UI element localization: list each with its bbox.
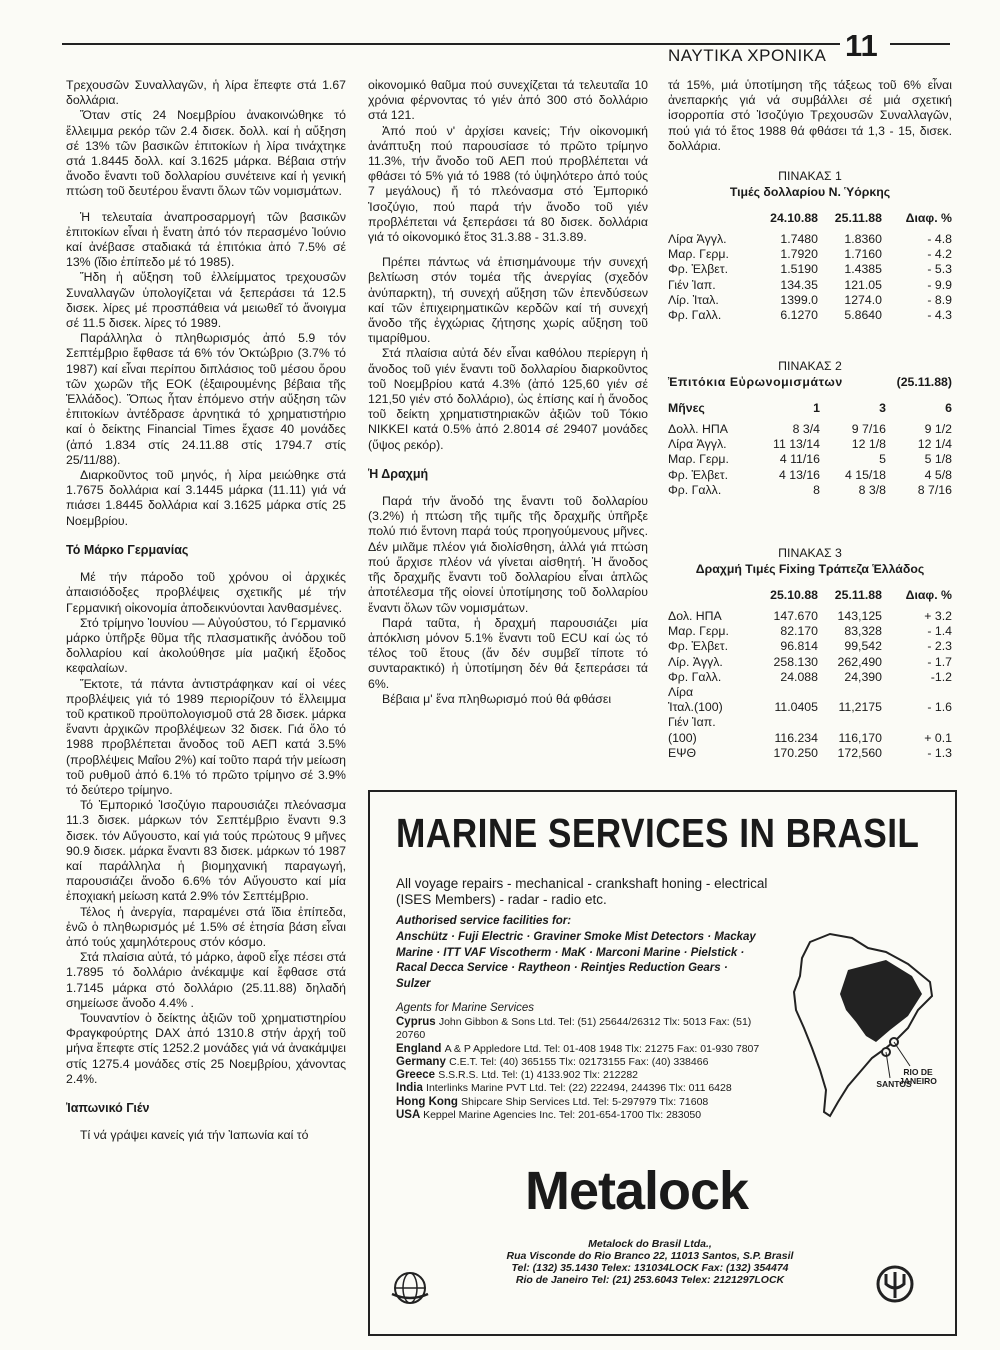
globe-icon bbox=[390, 1268, 430, 1308]
table-body bbox=[668, 210, 952, 323]
table-header-cell: Μῆνες bbox=[668, 401, 705, 415]
table-cell: 9 1/2 bbox=[924, 422, 952, 436]
table-header-cell: 3 bbox=[879, 401, 886, 415]
table-row bbox=[668, 700, 952, 715]
table-header-cell: 1 bbox=[813, 401, 820, 415]
table-cell: 1399.0 bbox=[780, 292, 818, 307]
table-title: Δραχμή Τιμές Fixing Τράπεζα Ἑλλάδος bbox=[695, 562, 925, 576]
table-cell bbox=[754, 685, 818, 700]
paragraph: Ἔκτοτε, τά πάντα ἀντιστράφηκαν καί οἱ νέες προβλέψεις γιά τό 1989 περιορίζουν τό ἔλλειμμα τοῦ κρατικοῦ προϋπολογισμοῦ στά 28 δισεκ. μάρκα ἔναντι ἀρχικῶν προβλέψεων 32 δισεκ. Γιά ὅλο τό 1988 προβλέπεται ἄνοδος τοῦ ΑΕΠ κατά 3.5% (προβλέψεις Μαΐου 2%) καί τοῦτο παρά τήν μείωση τοῦ ρυθμοῦ ἀπό 6.1% τό πρῶτο τρίμηνο σέ 3.9% τό δεύτερο τρίμηνο. bbox=[66, 676, 346, 797]
table-cell: - 1.3 bbox=[927, 745, 952, 760]
agent-details: A & P Appledore Ltd. Tel: 01-408 1948 Tlx: 21275 Fax: 01-930 7807 bbox=[444, 1042, 760, 1055]
table-cell: 1.7480 bbox=[780, 232, 818, 246]
agent-details: John Gibbon & Sons Ltd. Tel: (51) 25644/26312 Tlx: 5013 Fax: (51) 20760 bbox=[396, 1016, 752, 1042]
table-2 bbox=[668, 358, 952, 498]
table-cell: 1274.0 bbox=[844, 292, 882, 307]
table-row bbox=[668, 639, 952, 654]
table-cell: 116.234 bbox=[774, 730, 818, 745]
column-3 bbox=[668, 78, 952, 154]
agent-country: USA bbox=[396, 1109, 424, 1122]
table-cell: - 2.3 bbox=[927, 639, 952, 654]
header-rule-right bbox=[890, 43, 950, 45]
table-cell: Λίρ. Ἰταλ. bbox=[668, 292, 719, 307]
paragraph: Βέβαια μ' ἕνα πληθωρισμό πού θά φθάσει bbox=[382, 691, 612, 706]
paragraph: Παρά τήν ἄνοδό της ἔναντι τοῦ δολλαρίου (3.2%) ἡ πτώση τῆς τιμῆς τῆς δραχμῆς ὑπῆρξε πολύ πιό ἔντονη παρά τούς προηγούμενους μῆνες. Δέν μιλᾶμε πλέον γιά διολίσθηση, ἀλλά γιά πτώση πού ἄρχισε πλέον νά γίνεται αἰσθητή. Ἡ ἄνοδος τῆς δραχμῆς ἔναντι τοῦ δολλαρίου εἶναι ἁπλῶς ἀποτέλεσμα τῆς οἰονεί ὑποτίμησης τοῦ δολλαρίου ἔναντι ὅλων τῶν νομισμάτων. bbox=[368, 494, 648, 615]
paragraph: Παράλληλα ὁ πληθωρισμός ἀπό 5.9 τόν Σεπτέμβριο ἔφθασε τά 6% τόν Ὀκτώβριο (3.7% τό 1987) καί εἶναι περίπου διπλάσιος τοῦ μέσου ὅρου τῶν χωρῶν τῆς ΕΟΚ (ἐξαιρουμένης βέβαια τῆς Ἑλλάδος). Ὅπως ἦταν ἑπόμενο στήν αὔξηση τῶν ἐπιτοκίων ἀντέδρασε ἀρνητικά τό χρηματιστήριο καί ὁ δείκτης Financial Times ἔχασε 40 μονάδες (ἀπό 1.834 στίς 24.11.88 στίς 1794.7 στίς 25/11/88). bbox=[66, 331, 346, 467]
table-header-cell: 25.11.88 bbox=[834, 588, 882, 602]
table-cell bbox=[754, 715, 818, 730]
table-header-row bbox=[668, 400, 952, 416]
table-cell: 1.7920 bbox=[780, 247, 818, 262]
table-cell: 1.4385 bbox=[844, 262, 882, 277]
table-label: ΠΙΝΑΚΑΣ 3 bbox=[778, 546, 842, 560]
paragraph: Τέλος ἡ ἀνεργία, παραμένει στά ἴδια ἐπίπεδα, ἐνῶ ὁ πληθωρισμός μέ 1.5% σέ ἐτησία βάση εἶναι ἀπό τούς χαμηλότερους στόν κόσμο. bbox=[66, 904, 346, 949]
table-cell: 12 1/4 bbox=[917, 437, 952, 452]
paragraph: Τουναντίον ὁ δείκτης ἀξιῶν τοῦ χρηματιστηρίου Φραγκφούρτης DAX ἀπό 1310.8 στήν ἀρχή τοῦ μήνα ἔπεφτε στίς 1252.2 μονάδες γιά νά ἀνακάμψει στίς 1275.4 μονάδες στίς 25 Νοεμβρίου, χάνοντας 2.4%. bbox=[66, 1010, 346, 1086]
agent-country: Cyprus bbox=[396, 1016, 439, 1028]
ad-authorised-list: Anschütz · Fuji Electric · Graviner Smoke Mist Detectors · Mackay Marine · ITT VAF Viscotherm · MaK · Marconi Marine · Pielstick · Racal Decca Service · Raytheon · Reintjes Reduction Gears · Sulzer bbox=[396, 931, 756, 990]
table-cell: - 5.3 bbox=[927, 262, 952, 277]
table-cell: 5 bbox=[879, 452, 886, 467]
agent-country: England bbox=[396, 1042, 445, 1055]
paragraph: Στό τρίμηνο Ἰουνίου — Αὐγούστου, τό Γερμανικό μάρκο ὑπῆρξε θῦμα τῆς πλασματικῆς ἀνόδου τοῦ δολλαρίου καί ἀκολούθησε μία μαζική ἔξοδος κεφαλαίων. bbox=[66, 615, 346, 676]
address-line: Tel: (132) 35.1430 Telex: 131034LOCK Fax: (132) 354474 bbox=[511, 1262, 789, 1274]
agent-entry bbox=[396, 1043, 776, 1056]
table-cell: - 4.2 bbox=[927, 247, 952, 262]
table-cell: (100) bbox=[668, 730, 697, 745]
table-row bbox=[668, 715, 952, 730]
table-label: ΠΙΝΑΚΑΣ 1 bbox=[778, 169, 842, 183]
table-row bbox=[668, 293, 952, 308]
ad-services: All voyage repairs - mechanical - crankshaft honing - electrical (ISES Members) - radar - radio etc. bbox=[396, 876, 768, 907]
table-cell: -1.2 bbox=[930, 669, 952, 684]
table-row bbox=[668, 685, 952, 700]
ad-headline: MARINE SERVICES IN BRASIL bbox=[396, 810, 920, 856]
table-cell: 6.1270 bbox=[780, 308, 818, 323]
table-cell: 1.8360 bbox=[844, 232, 882, 246]
agent-entry bbox=[396, 1056, 776, 1069]
table-cell: - 9.9 bbox=[927, 277, 952, 292]
table-header-row bbox=[668, 587, 952, 603]
table-cell: Λίρα Ἀγγλ. bbox=[668, 437, 727, 452]
table-cell: 170.250 bbox=[773, 745, 818, 760]
section-heading-mark: Τό Μάρκο Γερμανίας bbox=[66, 542, 189, 557]
ad-agents-heading: Agents for Marine Services bbox=[396, 1002, 535, 1014]
agent-details: Interlinks Marine PVT Ltd. Tel: (22) 222494, 244396 Tlx: 011 6428 bbox=[426, 1082, 732, 1095]
table-cell: 121.05 bbox=[844, 277, 882, 292]
table-cell: 262,490 bbox=[837, 654, 882, 669]
paragraph: Πρέπει πάντως νά ἐπισημάνουμε τήν συνεχή βελτίωση στόν τομέα τῆς ἀνεργίας (σχεδόν ἀνύπαρκτη), τή συνεχή αὔξηση τῶν ἐπενδύσεων καί τῶν ἐπιχειρηματικῶν κερδῶν καί τή συνεχή ἄνοδο τῆς ἐγχώριας ζήτησης χωρίς αὔξηση τοῦ τιμαρίθμου. bbox=[368, 255, 648, 346]
table-row bbox=[668, 670, 952, 685]
agent-country: Greece bbox=[396, 1069, 439, 1082]
table-cell: 12 1/8 bbox=[851, 437, 886, 452]
table-cell bbox=[882, 715, 952, 730]
metalock-logo: Metalock bbox=[525, 1161, 749, 1221]
table-title: Ἐπιτόκια Εὐρωνομισμάτων bbox=[668, 375, 843, 389]
table-row bbox=[668, 731, 952, 746]
paragraph: Διαρκοῦντος τοῦ μηνός, ἡ λίρα μειώθηκε στά 1.7675 δολλάρια καί 3.1445 μάρκα (11.11) γιά νά πιάσει 1.8445 δολλάρια καί 3.1625 μάρκα στίς 25 Νοεμβρίου. bbox=[66, 468, 346, 528]
table-header-cell: Διαφ. % bbox=[905, 588, 952, 602]
table-body bbox=[668, 587, 952, 761]
table-header-cell bbox=[668, 587, 754, 603]
table-date: (25.11.88) bbox=[896, 375, 952, 389]
agent-details: Shipcare Ship Services Ltd. Tel: 5-297979 Tlx: 71608 bbox=[461, 1095, 709, 1108]
table-row bbox=[668, 422, 952, 437]
trident-icon bbox=[874, 1262, 916, 1306]
paragraph: Παρά ταῦτα, ἡ δραχμή παρουσιάζει μία ἀπόκλιση μόνον 5.1% ἔναντι τοῦ ECU καί ὡς τό τέλος τοῦ ἔτους (ἄν δέν συμβεῖ τίποτε τό συνταρακτικό) ἡ ὑποτίμηση δέν θά ξεπεράσει τά 6%. bbox=[368, 615, 648, 691]
table-cell: - 4.8 bbox=[927, 232, 952, 246]
table-cell: 4 15/18 bbox=[844, 467, 886, 482]
table-cell: - 1.4 bbox=[927, 624, 952, 639]
table-cell: 11,2175 bbox=[838, 700, 882, 715]
table-cell: 11 13/14 bbox=[773, 437, 820, 452]
south-america-map bbox=[790, 930, 940, 1125]
table-cell: Λίρα bbox=[668, 685, 694, 700]
table-cell: + 3.2 bbox=[924, 609, 952, 623]
table-cell: 11.0405 bbox=[774, 700, 818, 715]
paragraph: Στά πλαίσια αὐτά, τό μάρκο, ἀφοῦ εἶχε πέσει στά 1.7895 τό δολλάριο ἀνέκαμψε καί ἔφθασε στά 1.7145 μάρκα στό δολλάριο (25.11.88) δηλαδή σημείωσε ἄνοδο 4.4% . bbox=[66, 950, 346, 1010]
table-header-row bbox=[668, 210, 952, 226]
agent-entry bbox=[396, 1109, 776, 1122]
table-cell: Φρ. Ἑλβετ. bbox=[668, 467, 729, 482]
paragraph: Ὅταν στίς 24 Νοεμβρίου ἀνακοινώθηκε τό ἔλλειμμα ρεκόρ τῶν 2.4 δισεκ. δολλ. καί ἡ αὔξηση σέ 13% τῶν βασικῶν ἐπιτοκίων ἡ λίρα τινάχτηκε στά 1.8445 δολλ. καί 3.1625 μάρκα. Βέβαια στήν ἄνοδο ἔναντι τοῦ δολλαρίου συνέτεινε καί ἡ γενική πτώση τοῦ δευτέρου ἔναντι ὅλων τῶν νομισμάτων. bbox=[66, 108, 346, 199]
table-header-cell: 6 bbox=[945, 401, 952, 415]
address-line: Metalock do Brasil Ltda., bbox=[588, 1238, 712, 1250]
agent-entry bbox=[396, 1082, 776, 1095]
table-cell: 4 13/16 bbox=[778, 467, 820, 482]
table-cell: Φρ. Ἑλβετ. bbox=[668, 262, 729, 277]
paragraph: Ἡ τελευταία ἀναπροσαρμογή τῶν βασικῶν ἐπιτοκίων εἶναι ἡ ἔνατη ἀπό τόν περασμένο Ἰούνιο καί ἀνέβασε σταδιακά τά ἐπιτόκια ἀπό 7.5% σέ 13% (ἴδιο ἐπίπεδο μέ τό 1985). bbox=[66, 209, 346, 270]
paragraph: Τό Ἐμπορικό Ἰσοζύγιο παρουσιάζει πλεόνασμα 11.3 δισεκ. μάρκων τόν Σεπτέμβριο ἔναντι 9.3 δισεκ. τόν Αὔγουστο, καί γιά τούς πρώτους 9 μῆνες 90.9 δισεκ. μάρκα ἔναντι 83 δισεκ. μάρκων τό 1987 καί παράλληλα ἡ βιομηχανική παραγωγή, παρουσιάζει ἄνοδο 6.6% τόν Αὔγουστο καί μία ἐποχιακή μείωση κατά 2.9% τόν Σεπτέμβριο. bbox=[66, 798, 346, 904]
table-cell: 8 bbox=[813, 482, 820, 497]
table-cell bbox=[818, 685, 882, 700]
table-cell: - 1.7 bbox=[927, 654, 952, 669]
table-cell: 1.7160 bbox=[844, 247, 882, 262]
table-cell: 116,170 bbox=[838, 730, 882, 745]
table-header-cell: Διαφ. % bbox=[905, 211, 952, 225]
paragraph: τά 15%, μιά ὑποτίμηση τῆς τάξεως τοῦ 6% εἶναι ἀνεπαρκής γιά νά συμβάλλει σέ μιά σχετική ἰσορροπία στό Ἰσοζύγιο Τρεχουσῶν Συναλλαγῶν, πού γιά τό ἔτος 1988 θά φθάσει τά 1,3 - 15, δισεκ. δολλάρια. bbox=[668, 78, 952, 153]
map-icon bbox=[790, 930, 940, 1120]
table-cell: - 4.3 bbox=[927, 308, 952, 323]
table-cell: 5 1/8 bbox=[924, 452, 952, 467]
table-cell: Δολ. ΗΠΑ bbox=[668, 609, 722, 623]
table-row bbox=[668, 746, 952, 761]
ad-agents-list bbox=[396, 1016, 776, 1122]
table-row bbox=[668, 609, 952, 624]
header-rule-left bbox=[62, 43, 840, 45]
table-cell: 96.814 bbox=[780, 639, 818, 654]
table-cell: 9 7/16 bbox=[851, 422, 886, 436]
table-cell bbox=[882, 685, 952, 700]
table-title: Τιμές δολλαρίου Ν. Ὑόρκης bbox=[729, 185, 891, 199]
table-cell: 143,125 bbox=[837, 609, 882, 623]
table-cell: 5.8640 bbox=[844, 308, 882, 323]
agent-country: India bbox=[396, 1082, 427, 1095]
table-row bbox=[668, 624, 952, 639]
address-line: Rio de Janeiro Tel: (21) 253.6043 Telex: 2121297LOCK bbox=[515, 1274, 785, 1286]
table-cell: Μαρ. Γερμ. bbox=[668, 247, 729, 262]
table-cell: 82.170 bbox=[780, 624, 818, 639]
table-cell: 24,390 bbox=[844, 669, 882, 684]
agent-country: Hong Kong bbox=[396, 1095, 462, 1108]
table-cell: + 0.1 bbox=[924, 730, 952, 745]
table-cell: Μαρ. Γερμ. bbox=[668, 624, 729, 639]
agent-entry bbox=[396, 1069, 776, 1082]
table-header-cell: 24.10.88 bbox=[770, 211, 818, 225]
section-heading-drachma: Ἡ Δραχμή bbox=[368, 466, 429, 481]
table-row bbox=[668, 232, 952, 247]
table-cell: 1.5190 bbox=[780, 262, 818, 277]
table-row bbox=[668, 452, 952, 467]
table-cell: Δολλ. ΗΠΑ bbox=[668, 422, 728, 436]
paragraph: οἰκονομικό θαῦμα πού συνεχίζεται τά τελευταῖα 10 χρόνια φέρνοντας τό γιέν ἀπό 300 στό δολλάριο στά 121. bbox=[368, 78, 648, 123]
table-cell: Φρ. Ἑλβετ. bbox=[668, 639, 729, 654]
agent-entry bbox=[396, 1016, 776, 1043]
table-cell: Γιέν Ἰαπ. bbox=[668, 277, 716, 292]
table-row bbox=[668, 468, 952, 483]
ad-address bbox=[470, 1238, 830, 1286]
paragraph: Στά πλαίσια αὐτά δέν εἶναι καθόλου περίεργη ἡ ἄνοδος τοῦ γιέν ἔναντι τοῦ δολλαρίου διαρκοῦντος τοῦ Νοεμβρίου κατά 4.3% (ἀπό 125,60 γιέν σέ 121,50 γιέν στό δολλάριο), ὡς ἐπίσης καί ἡ ἄνοδος τοῦ δείκτη χρηματιστηριακῶν ἀξιῶν τοῦ Τόκιο NIKKEI κατά 0.5% ἀπό 2.8014 σέ 29407 μονάδες (ὕψος ρεκόρ). bbox=[368, 346, 648, 452]
table-cell: 8 3/4 bbox=[792, 422, 820, 436]
page-number: 11 bbox=[845, 28, 878, 63]
table-cell: 4 11/16 bbox=[779, 452, 820, 467]
table-row bbox=[668, 483, 952, 498]
table-cell: Φρ. Γαλλ. bbox=[668, 669, 722, 684]
table-row bbox=[668, 278, 952, 293]
table-cell: Φρ. Γαλλ. bbox=[668, 308, 722, 323]
table-1 bbox=[668, 168, 952, 323]
column-1 bbox=[66, 78, 346, 1143]
paragraph: Μέ τήν πάροδο τοῦ χρόνου οἱ ἀρχικές ἀπαισιόδοξες προβλέψεις σχετικῆς μέ τήν Γερμανική οἰκονομία ἀποδεικνύονται λανθασμένες. bbox=[66, 570, 346, 615]
table-cell: - 8.9 bbox=[927, 292, 952, 307]
table-label: ΠΙΝΑΚΑΣ 2 bbox=[778, 359, 842, 373]
paragraph: Ἀπό πού ν' ἀρχίσει κανείς; Τήν οἰκονομική ἀνάπτυξη πού παρουσίασε τό πρῶτο τρίμηνο 11.3%, τήν ἄνοδο τοῦ ΑΕΠ πού προβλέπεται νά φθάσει τό 5% γιά τό 1988 (τό ὑψηλότερο ἀπό τούς 7 μεγάλους) ἤ τό πλεόνασμα στό Ἐμπορικό Ἰσοζύγιο, πού παρά τήν ἄνοδο τοῦ γιέν προβλέπεται νά ξεπεράσει τά 80 δισεκ. δολλάρια γιά τό οἰκονομικό ἔτος 31.3.88 - 31.3.89. bbox=[368, 123, 648, 245]
table-cell: 83,328 bbox=[844, 624, 882, 639]
table-header-cell: 25.10.88 bbox=[770, 588, 818, 602]
table-row bbox=[668, 247, 952, 262]
table-cell: 134.35 bbox=[780, 277, 818, 292]
address-line: Rua Visconde do Rio Branco 22, 11013 Santos, S.P. Brasil bbox=[506, 1250, 794, 1262]
table-cell bbox=[818, 715, 882, 730]
table-row bbox=[668, 308, 952, 323]
table-cell: 258.130 bbox=[773, 654, 818, 669]
table-row bbox=[668, 655, 952, 670]
table-cell: ΕΨΘ bbox=[668, 745, 697, 760]
table-cell: Ἰταλ.(100) bbox=[668, 700, 723, 715]
table-cell: 24.088 bbox=[780, 669, 818, 684]
paragraph: Τί νά γράψει κανείς γιά τήν Ἰαπωνία καί τό bbox=[80, 1128, 309, 1143]
agent-details: C.E.T. Tel: (40) 365155 Tlx: 02173155 Fax: (40) 338466 bbox=[449, 1055, 709, 1068]
table-cell: 172,560 bbox=[837, 745, 882, 760]
table-cell: 99,542 bbox=[844, 639, 882, 654]
table-row bbox=[668, 262, 952, 277]
map-label-santos: SANTOS bbox=[876, 1079, 912, 1089]
agent-entry bbox=[396, 1096, 776, 1109]
map-label-rio: RIO DE JANEIRO bbox=[899, 1067, 937, 1086]
agent-country: Germany bbox=[396, 1055, 450, 1068]
table-cell: Φρ. Γαλλ. bbox=[668, 482, 722, 497]
paragraph: Ἤδη ἡ αὔξηση τοῦ ἐλλείμματος τρεχουσῶν Συναλλαγῶν ὑπολογίζεται νά ξεπεράσει τά 12.5 δισεκ. λίρες μέ προσπάθεια νά μειωθεῖ τό ἄνοιγμα σέ 11.5 δισεκ. λίρες τό 1989. bbox=[66, 270, 346, 331]
table-cell: Λίρα Ἀγγλ. bbox=[668, 232, 727, 246]
table-header-cell: 25.11.88 bbox=[834, 211, 882, 225]
section-heading-yen: Ἰαπωνικό Γιέν bbox=[66, 1101, 150, 1115]
table-cell: 8 7/16 bbox=[917, 482, 952, 497]
table-3 bbox=[668, 545, 952, 761]
magazine-title: ΝΑΥΤΙΚΑ ΧΡΟΝΙΚΑ bbox=[668, 46, 827, 65]
table-cell: Γιέν Ἰαπ. bbox=[668, 715, 716, 730]
ad-authorised-heading: Authorised service facilities for: bbox=[396, 915, 572, 927]
table-cell: 8 3/8 bbox=[858, 482, 886, 497]
paragraph: Τρεχουσῶν Συναλλαγῶν, ἡ λίρα ἔπεφτε στά 1.67 δολλάρια. bbox=[66, 78, 346, 108]
agent-details: S.S.R.S. Ltd. Tel: (1) 4133.902 Tlx: 212282 bbox=[438, 1069, 639, 1082]
table-cell: - 1.6 bbox=[927, 700, 952, 715]
table-row bbox=[668, 437, 952, 452]
table-cell: 4 5/8 bbox=[924, 467, 952, 482]
table-cell: 147.670 bbox=[773, 609, 818, 623]
column-2 bbox=[368, 78, 648, 707]
agent-details: Keppel Marine Agencies Inc. Tel: 201-654-1700 Tlx: 283050 bbox=[423, 1109, 702, 1122]
table-body bbox=[668, 400, 952, 498]
table-cell: Μαρ. Γερμ. bbox=[668, 452, 729, 467]
table-header-cell bbox=[668, 210, 754, 226]
table-cell: Λίρ. Ἀγγλ. bbox=[668, 654, 723, 669]
